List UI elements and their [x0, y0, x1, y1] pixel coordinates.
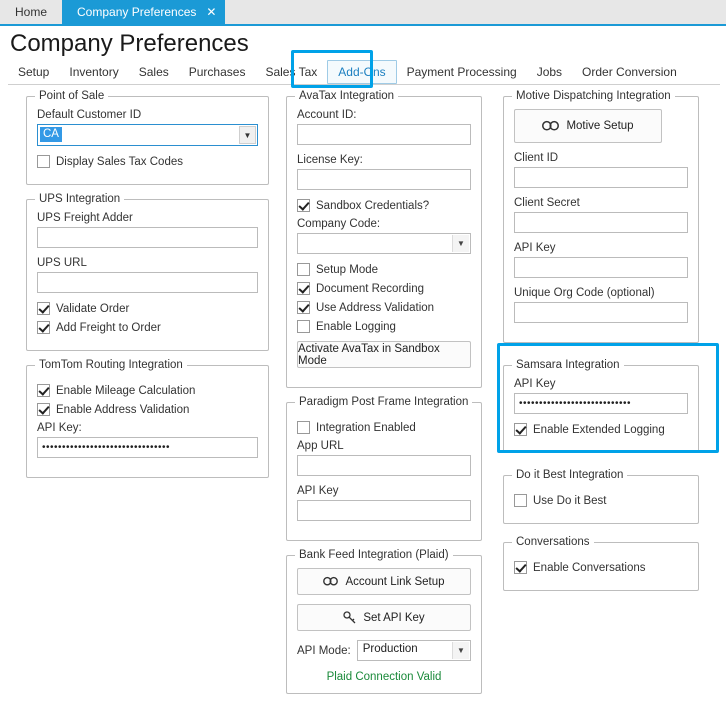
- tab-inventory[interactable]: [59, 61, 128, 83]
- api-mode-label: API Mode:: [297, 644, 351, 657]
- checkbox-box: [514, 423, 527, 436]
- enable-logging-checkbox[interactable]: [297, 320, 471, 333]
- sandbox-credentials-checkbox[interactable]: [297, 199, 471, 212]
- avatax-company-code-combo[interactable]: [297, 233, 471, 254]
- avatax-account-id-label: Account ID:: [297, 109, 357, 121]
- tab-order-conversion[interactable]: [572, 61, 687, 83]
- account-link-setup-label: Account Link Setup: [345, 575, 445, 588]
- motive-client-secret-input[interactable]: [514, 212, 688, 233]
- enable-extended-logging-label: Enable Extended Logging: [533, 423, 665, 436]
- samsara-api-key-input[interactable]: ••••••••••••••••••••••••••••: [514, 393, 688, 414]
- avatax-company-code-label: Company Code:: [297, 218, 381, 230]
- setup-mode-label: Setup Mode: [316, 263, 379, 276]
- tab-sales-tax-label: Sales Tax: [265, 65, 318, 79]
- link-icon: [542, 120, 559, 132]
- motive-setup-label: Motive Setup: [566, 120, 634, 132]
- paradigm-app-url-label: App URL: [297, 440, 344, 452]
- tab-company-preferences[interactable]: [62, 0, 225, 24]
- group-paradigm-legend: Paradigm Post Frame Integration: [295, 396, 472, 408]
- motive-client-id-label: Client ID: [514, 152, 559, 164]
- group-point-of-sale: [26, 90, 269, 185]
- tab-purchases-label: Purchases: [188, 65, 246, 79]
- group-point-of-sale-legend: Point of Sale: [35, 90, 108, 102]
- tab-order-conversion-label: Order Conversion: [582, 65, 677, 79]
- group-bank-feed-plaid: [286, 549, 482, 694]
- tab-sales-tax[interactable]: [255, 61, 327, 83]
- tab-jobs[interactable]: [527, 61, 572, 83]
- paradigm-api-key-input[interactable]: [297, 500, 471, 521]
- checkbox-box: [37, 155, 50, 168]
- ups-freight-adder-label: UPS Freight Adder: [37, 212, 133, 224]
- checkbox-box: [514, 561, 527, 574]
- checkbox-box: [297, 301, 310, 314]
- enable-mileage-calculation-label: Enable Mileage Calculation: [56, 384, 196, 397]
- column-middle: [286, 90, 482, 708]
- group-conversations: [503, 536, 699, 591]
- window-tab-bar: [0, 0, 726, 26]
- tomtom-api-key-label: API Key:: [37, 422, 82, 434]
- enable-address-validation-label: Enable Address Validation: [56, 403, 190, 416]
- group-tomtom-routing: [26, 359, 269, 478]
- ribbon-divider: [8, 84, 720, 85]
- checkbox-box: [297, 199, 310, 212]
- checkbox-box: [37, 403, 50, 416]
- close-icon[interactable]: ✕: [206, 5, 217, 19]
- checkbox-box: [37, 321, 50, 334]
- tab-home[interactable]: [0, 0, 62, 24]
- paradigm-integration-enabled-checkbox[interactable]: [297, 421, 471, 434]
- validate-order-label: Validate Order: [56, 302, 130, 315]
- motive-unique-org-code-label: Unique Org Code (optional): [514, 287, 655, 299]
- group-tomtom-legend: TomTom Routing Integration: [35, 359, 187, 371]
- checkbox-box: [297, 320, 310, 333]
- default-customer-id-value: CA: [40, 127, 62, 142]
- group-do-it-best: [503, 469, 699, 524]
- checkbox-box: [37, 384, 50, 397]
- api-mode-value: Production: [362, 643, 418, 655]
- samsara-api-key-label: API Key: [514, 378, 556, 390]
- group-ups-integration: [26, 193, 269, 351]
- api-mode-combo[interactable]: [357, 640, 471, 661]
- display-sales-tax-codes-label: Display Sales Tax Codes: [56, 155, 183, 168]
- display-sales-tax-codes-checkbox[interactable]: [37, 155, 258, 168]
- add-freight-to-order-label: Add Freight to Order: [56, 321, 161, 334]
- group-motive-legend: Motive Dispatching Integration: [512, 90, 675, 102]
- group-conversations-legend: Conversations: [512, 536, 594, 548]
- set-api-key-button[interactable]: [297, 604, 471, 631]
- chevron-down-icon[interactable]: ▼: [452, 235, 469, 252]
- link-icon: [323, 576, 338, 587]
- paradigm-api-key-label: API Key: [297, 485, 339, 497]
- group-ups-legend: UPS Integration: [35, 193, 124, 205]
- avatax-license-key-label: License Key:: [297, 154, 363, 166]
- validate-order-checkbox[interactable]: [37, 302, 258, 315]
- ups-url-label: UPS URL: [37, 257, 87, 269]
- tab-home-label: Home: [15, 5, 48, 19]
- account-link-setup-button[interactable]: [297, 568, 471, 595]
- column-right: [503, 90, 699, 605]
- group-samsara-integration: [503, 359, 699, 453]
- tab-sales[interactable]: [129, 61, 179, 83]
- checkbox-box: [37, 302, 50, 315]
- sandbox-credentials-label: Sandbox Credentials?: [316, 199, 430, 212]
- checkbox-box: [297, 282, 310, 295]
- checkbox-box: [514, 494, 527, 507]
- tab-company-preferences-label: Company Preferences: [77, 5, 197, 19]
- group-samsara-legend: Samsara Integration: [512, 359, 624, 371]
- document-recording-label: Document Recording: [316, 282, 425, 295]
- enable-extended-logging-checkbox[interactable]: [514, 423, 688, 436]
- column-left: [26, 90, 269, 492]
- checkbox-box: [297, 421, 310, 434]
- tab-payment-processing-label: Payment Processing: [406, 65, 517, 79]
- use-address-validation-checkbox[interactable]: [297, 301, 471, 314]
- tab-setup-label: Setup: [18, 65, 50, 79]
- chevron-down-icon[interactable]: ▼: [239, 126, 256, 144]
- tab-setup[interactable]: [8, 61, 59, 83]
- key-icon: [343, 611, 356, 624]
- ups-freight-adder-input[interactable]: [37, 227, 258, 248]
- add-freight-to-order-checkbox[interactable]: [37, 321, 258, 334]
- group-paradigm-post-frame: [286, 396, 482, 541]
- default-customer-id-label: Default Customer ID: [37, 109, 142, 121]
- tomtom-api-key-input[interactable]: ••••••••••••••••••••••••••••••••: [37, 437, 258, 458]
- page-title: Company Preferences: [10, 30, 249, 57]
- enable-conversations-label: Enable Conversations: [533, 561, 646, 574]
- motive-api-key-label: API Key: [514, 242, 556, 254]
- tab-purchases[interactable]: [179, 61, 256, 83]
- set-api-key-label: Set API Key: [363, 611, 425, 624]
- paradigm-app-url-input[interactable]: [297, 455, 471, 476]
- ups-url-input[interactable]: [37, 272, 258, 293]
- motive-client-id-input[interactable]: [514, 167, 688, 188]
- avatax-license-key-input[interactable]: [297, 169, 471, 190]
- enable-conversations-checkbox[interactable]: [514, 561, 688, 574]
- motive-setup-button[interactable]: [514, 109, 662, 143]
- enable-logging-label: Enable Logging: [316, 320, 396, 333]
- tab-jobs-label: Jobs: [536, 65, 563, 79]
- motive-api-key-input[interactable]: [514, 257, 688, 278]
- enable-mileage-calculation-checkbox[interactable]: [37, 384, 258, 397]
- setup-mode-checkbox[interactable]: [297, 263, 471, 276]
- api-mode-row: [297, 640, 471, 661]
- use-do-it-best-checkbox[interactable]: [514, 494, 688, 507]
- tab-add-ons-label: Add-Ons: [338, 65, 386, 79]
- avatax-account-id-input[interactable]: [297, 124, 471, 145]
- chevron-down-icon[interactable]: ▼: [452, 642, 469, 659]
- plaid-connection-status: Plaid Connection Valid: [326, 671, 442, 683]
- tab-add-ons[interactable]: [327, 60, 396, 84]
- motive-client-secret-label: Client Secret: [514, 197, 580, 209]
- use-address-validation-label: Use Address Validation: [316, 301, 435, 314]
- use-do-it-best-label: Use Do it Best: [533, 494, 607, 507]
- tab-payment-processing[interactable]: [397, 61, 527, 83]
- group-do-it-best-legend: Do it Best Integration: [512, 469, 627, 481]
- motive-unique-org-code-input[interactable]: [514, 302, 688, 323]
- document-recording-checkbox[interactable]: [297, 282, 471, 295]
- checkbox-box: [297, 263, 310, 276]
- default-customer-id-combo[interactable]: [37, 124, 258, 146]
- group-avatax-integration: [286, 90, 482, 388]
- group-bank-feed-legend: Bank Feed Integration (Plaid): [295, 549, 453, 561]
- group-avatax-legend: AvaTax Integration: [295, 90, 398, 102]
- ribbon-tabs: [8, 60, 720, 84]
- group-motive-dispatching: [503, 90, 699, 343]
- tab-inventory-label: Inventory: [69, 65, 119, 79]
- enable-address-validation-checkbox[interactable]: [37, 403, 258, 416]
- tab-sales-label: Sales: [138, 65, 169, 79]
- activate-avatax-label: Activate AvaTax in Sandbox Mode: [298, 342, 440, 367]
- activate-avatax-button[interactable]: [297, 341, 471, 368]
- paradigm-integration-enabled-label: Integration Enabled: [316, 421, 416, 434]
